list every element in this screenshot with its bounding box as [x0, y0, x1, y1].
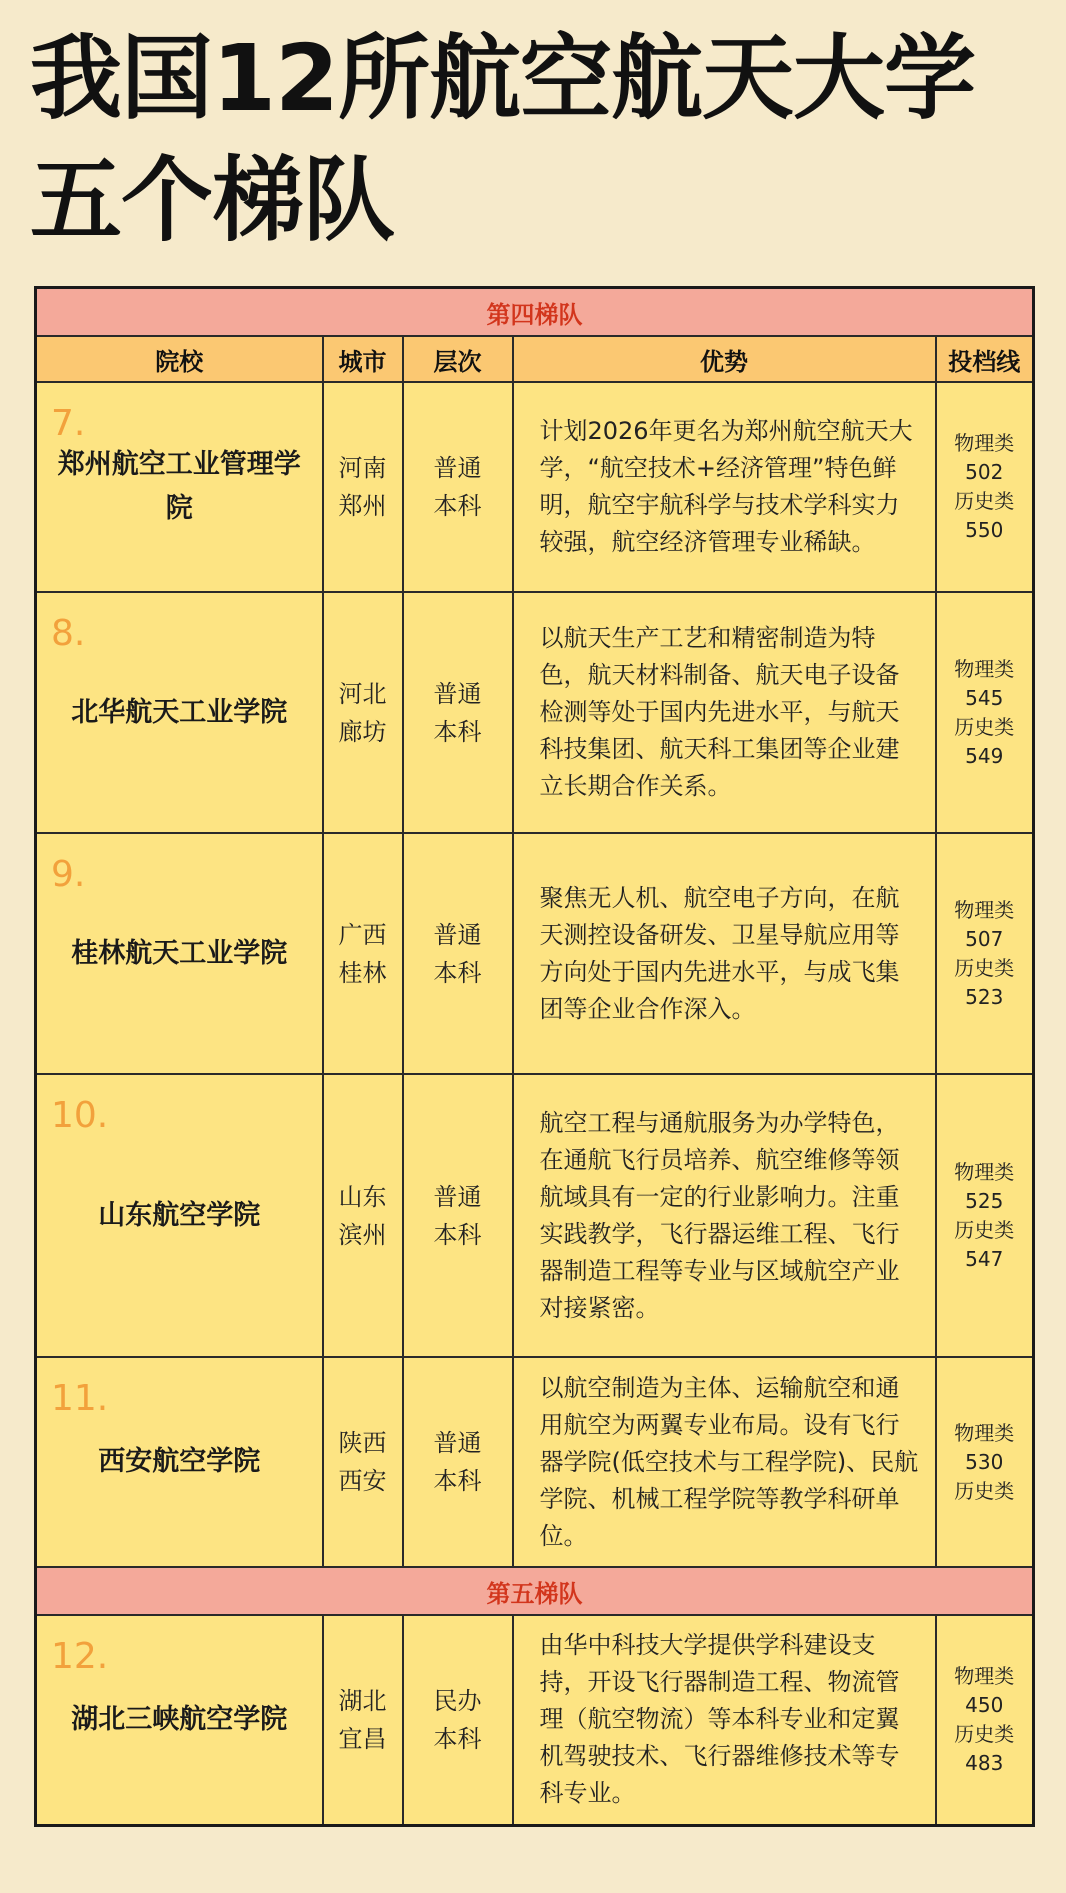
title-line-2: 五个梯队: [30, 147, 395, 254]
school-cell: [36, 382, 323, 592]
city-line: 宜昌: [338, 1724, 387, 1753]
level-line: 普通: [433, 1182, 482, 1211]
table-row: [36, 1357, 1034, 1567]
header-level: 层次: [403, 336, 513, 382]
score-cell: [936, 592, 1034, 833]
score-cell: [936, 1074, 1034, 1357]
school-number: 9.: [51, 854, 86, 895]
score-cell: [936, 1615, 1034, 1825]
city-cell: [323, 1074, 403, 1357]
level-cell: [403, 833, 513, 1074]
school-name: 北华航天工业学院: [71, 696, 288, 728]
city-cell: [323, 833, 403, 1074]
school-number: 8.: [51, 613, 86, 654]
table-row: [36, 382, 1034, 592]
city-line: 广西: [338, 920, 387, 949]
table-row: [36, 1074, 1034, 1357]
score-line: 545: [965, 685, 1004, 710]
score-line: 物理类: [954, 1663, 1015, 1688]
city-line: 西安: [338, 1467, 387, 1495]
level-line: 本科: [433, 1724, 482, 1753]
city-cell: [323, 382, 403, 592]
score-line: 历史类: [954, 1721, 1015, 1746]
tier-label: 第五梯队: [36, 1567, 1034, 1615]
university-table-container: [34, 286, 1032, 1827]
level-line: 普通: [433, 679, 482, 708]
level-line: 本科: [433, 492, 482, 520]
city-line: 湖北: [338, 1686, 387, 1715]
school-name: 郑州航空工业管理学院: [57, 449, 301, 524]
tier-label: 第四梯队: [36, 288, 1034, 337]
score-line: 523: [965, 984, 1004, 1009]
score-line: 物理类: [954, 897, 1015, 922]
city-cell: [323, 1615, 403, 1825]
header-score: 投档线: [936, 336, 1034, 382]
score-cell: [936, 1357, 1034, 1567]
header-school: 院校: [36, 336, 323, 382]
score-cell: [936, 833, 1034, 1074]
tier-row: [36, 288, 1034, 337]
score-line: 450: [965, 1692, 1004, 1717]
advantage-cell: 聚焦无人机、航空电子方向，在航天测控设备研发、卫星导航应用等方向处于国内先进水平，与成飞集团等企业合作深入。: [513, 833, 936, 1074]
city-cell: [323, 1357, 403, 1567]
level-line: 普通: [433, 1429, 482, 1457]
score-line: 历史类: [954, 1217, 1015, 1242]
level-cell: [403, 382, 513, 592]
score-line: 历史类: [954, 955, 1015, 980]
score-line: 550: [965, 518, 1004, 542]
score-line: 物理类: [954, 431, 1015, 455]
table-row: [36, 1615, 1034, 1825]
score-line: 物理类: [954, 1159, 1015, 1184]
header-row: [36, 336, 1034, 382]
tier-row: [36, 1567, 1034, 1615]
school-cell: [36, 592, 323, 833]
level-line: 本科: [433, 1220, 482, 1249]
score-line: 物理类: [954, 656, 1015, 681]
city-line: 山东: [338, 1182, 387, 1211]
city-line: 郑州: [338, 492, 387, 520]
level-cell: [403, 1074, 513, 1357]
city-line: 滨州: [338, 1220, 387, 1249]
advantage-cell: 以航空制造为主体、运输航空和通用航空为两翼专业布局。设有飞行器学院(低空技术与工程学院)、民航学院、机械工程学院等教学科研单位。: [513, 1357, 936, 1567]
level-cell: [403, 592, 513, 833]
score-cell: [936, 382, 1034, 592]
title-line-1: 我国12所航空航天大学: [30, 25, 976, 132]
advantage-cell: 以航天生产工艺和精密制造为特色，航天材料制备、航天电子设备检测等处于国内先进水平，与航天科技集团、航天科工集团等企业建立长期合作关系。: [513, 592, 936, 833]
score-line: 502: [965, 460, 1004, 484]
score-line: 历史类: [954, 1478, 1015, 1503]
level-line: 本科: [433, 717, 482, 746]
school-cell: [36, 1357, 323, 1567]
header-advantage: 优势: [513, 336, 936, 382]
school-number: 7.: [51, 403, 86, 444]
score-line: 历史类: [954, 714, 1015, 739]
advantage-cell: 航空工程与通航服务为办学特色，在通航飞行员培养、航空维修等领航域具有一定的行业影响力。注重实践教学，飞行器运维工程、飞行器制造工程等专业与区域航空产业对接紧密。: [513, 1074, 936, 1357]
table-row: [36, 592, 1034, 833]
school-name: 湖北三峡航空学院: [71, 1703, 288, 1735]
score-line: 物理类: [954, 1420, 1015, 1445]
city-line: 河北: [338, 679, 387, 708]
advantage-cell: 计划2026年更名为郑州航空航天大学，“航空技术+经济管理”特色鲜明，航空宇航科学与技术学科实力较强，航空经济管理专业稀缺。: [513, 382, 936, 592]
city-line: 廊坊: [338, 717, 387, 746]
level-cell: [403, 1357, 513, 1567]
score-line: 549: [965, 743, 1004, 768]
score-line: 547: [965, 1246, 1004, 1271]
score-line: 507: [965, 926, 1004, 951]
city-line: 陕西: [338, 1429, 387, 1457]
level-line: 民办: [433, 1686, 482, 1715]
score-line: 483: [965, 1750, 1004, 1775]
school-cell: [36, 1074, 323, 1357]
school-cell: [36, 833, 323, 1074]
level-line: 普通: [433, 920, 482, 949]
level-cell: [403, 1615, 513, 1825]
school-name: 桂林航天工业学院: [71, 937, 288, 969]
school-name: 山东航空学院: [98, 1199, 261, 1231]
school-name: 西安航空学院: [98, 1446, 261, 1477]
score-line: 历史类: [954, 489, 1015, 513]
school-number: 12.: [51, 1636, 109, 1677]
city-line: 桂林: [338, 958, 387, 987]
school-number: 10.: [51, 1095, 109, 1136]
city-cell: [323, 592, 403, 833]
score-line: 525: [965, 1188, 1004, 1213]
school-number: 11.: [51, 1378, 109, 1419]
level-line: 本科: [433, 1467, 482, 1495]
level-line: 本科: [433, 958, 482, 987]
header-city: 城市: [323, 336, 403, 382]
table-row: [36, 833, 1034, 1074]
score-line: 530: [965, 1449, 1004, 1474]
page-title: [30, 18, 975, 262]
city-line: 河南: [338, 454, 387, 482]
university-table: [34, 286, 1035, 1827]
advantage-cell: 由华中科技大学提供学科建设支持，开设飞行器制造工程、物流管理（航空物流）等本科专业和定翼机驾驶技术、飞行器维修技术等专科专业。: [513, 1615, 936, 1825]
level-line: 普通: [433, 454, 482, 482]
school-cell: [36, 1615, 323, 1825]
